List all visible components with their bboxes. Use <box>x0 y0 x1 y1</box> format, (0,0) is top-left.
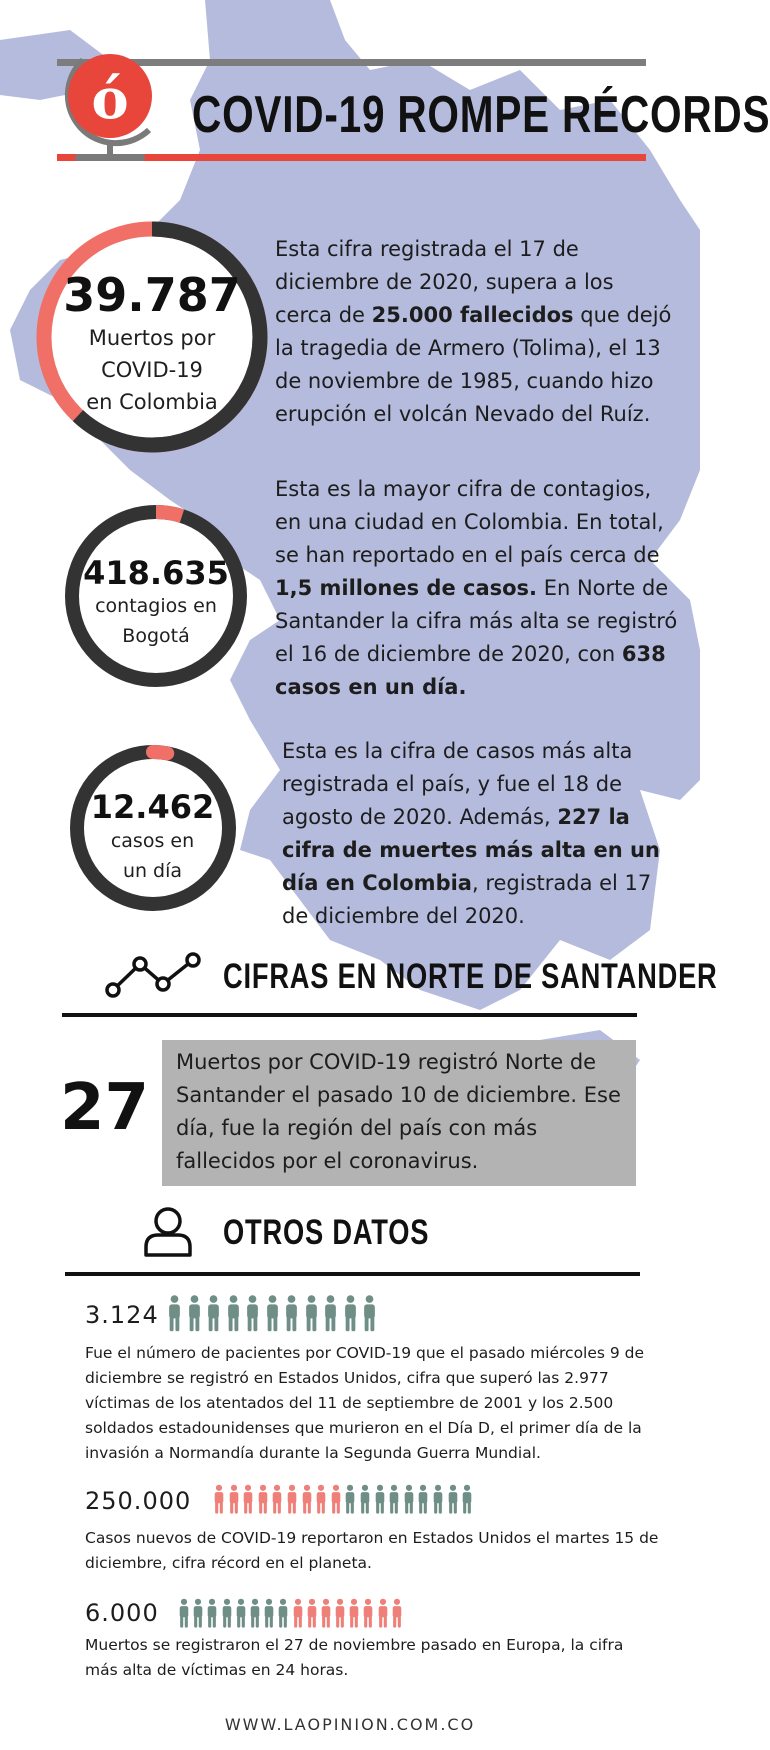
norte-title: CIFRAS EN NORTE DE SANTANDER <box>223 957 718 996</box>
otros-count-1: 3.124 <box>85 1301 159 1329</box>
person-icon <box>330 1482 342 1516</box>
stat-contagios-label-1: contagios en <box>95 595 217 617</box>
person-icon <box>301 1482 313 1516</box>
person-icon <box>388 1482 400 1516</box>
person-icon <box>344 1482 356 1516</box>
otros-title: OTROS DATOS <box>223 1213 430 1252</box>
person-icon <box>242 1482 254 1516</box>
stat-contagios-number: 418.635 <box>83 554 229 592</box>
stat-casos-label-2: un día <box>122 860 183 882</box>
person-icon <box>228 1482 240 1516</box>
person-icon <box>323 1293 338 1333</box>
people-row <box>178 1598 405 1630</box>
logo-letter: ó <box>91 66 129 132</box>
stat-muertos-paragraph <box>275 233 673 431</box>
person-icon <box>226 1293 241 1333</box>
otros-text-1: Fue el número de pacientes por COVID-19 que el pasado miércoles 9 de diciembre se registró en Estados Unidos, cifra que superó las 2.977 víctimas de los atentados del 11 de septiembre de 2001 y los 2.500 soldados estadounidenses que murieron en el Día D, el primer día de la invasión a Normandía durante la Segunda Guerra Mundial. <box>85 1344 645 1462</box>
para-text: que dejó la tragedia de Armero (Tolima), el 13 de noviembre de 1985, cuando hizo erupción el volcán Nevado del Ruíz. <box>275 303 672 426</box>
person-icon <box>391 1598 403 1628</box>
line-chart-icon <box>105 950 205 1000</box>
para-text: Esta es la mayor cifra de contagios, en una ciudad en Colombia. En total, se han reportado en el país cerca de <box>275 477 664 567</box>
stat-muertos <box>52 268 252 418</box>
person-icon <box>245 1293 260 1333</box>
person-icon <box>221 1598 233 1628</box>
person-icon <box>286 1482 298 1516</box>
person-icon <box>271 1482 283 1516</box>
para-bold: 638 casos en un día. <box>275 642 666 699</box>
header <box>0 0 770 180</box>
person-icon <box>377 1598 389 1628</box>
person-icon <box>265 1293 280 1333</box>
stat-contagios <box>66 555 246 651</box>
para-text: Esta cifra registrada el 17 de diciembre de 2020, supera a los cerca de <box>275 237 614 327</box>
person-icon <box>417 1482 429 1516</box>
stat-contagios-label-2: Bogotá <box>122 625 190 647</box>
person-icon <box>320 1598 332 1628</box>
person-icon <box>263 1598 275 1628</box>
norte-number: 27 <box>60 1071 150 1145</box>
person-icon <box>306 1598 318 1628</box>
stat-muertos-label-1: Muertos por <box>88 326 216 350</box>
stat-casos <box>70 788 235 886</box>
stat-contagios-paragraph <box>275 473 680 704</box>
person-icon <box>178 1598 190 1628</box>
stat-muertos-label-2: COVID-19 <box>101 358 203 382</box>
person-icon <box>315 1482 327 1516</box>
person-icon <box>334 1598 346 1628</box>
person-icon <box>403 1482 415 1516</box>
otros-count-3: 6.000 <box>85 1599 159 1627</box>
person-icon <box>277 1598 289 1628</box>
person-icon <box>343 1293 358 1333</box>
para-bold: 1,5 millones de casos. <box>275 576 538 600</box>
stat-casos-paragraph <box>282 735 680 933</box>
person-icon <box>447 1482 459 1516</box>
stat-casos-label-1: casos en <box>110 830 195 852</box>
para-bold: 227 la cifra de muertes más alta en un día en Colombia <box>282 805 660 895</box>
people-row <box>167 1293 382 1333</box>
otros-text-2: Casos nuevos de COVID-19 reportaron en Estados Unidos el martes 15 de diciembre, cifra récord en el planeta. <box>85 1529 659 1572</box>
page-title: COVID-19 ROMPE RÉCORDS <box>192 86 770 144</box>
person-icon <box>284 1293 299 1333</box>
footer-url: WWW.LAOPINION.COM.CO <box>224 1715 476 1734</box>
norte-text: Muertos por COVID-19 registró Norte de Santander el pasado 10 de diciembre. Ese día, fue la región del país con más fallecidos por el coronavirus. <box>176 1050 621 1173</box>
person-icon <box>362 1598 374 1628</box>
stat-muertos-number: 39.787 <box>63 268 241 322</box>
otros-rule <box>65 1272 640 1276</box>
person-icon <box>249 1598 261 1628</box>
person-icon <box>187 1293 202 1333</box>
person-icon <box>461 1482 473 1516</box>
para-text: En Norte de Santander la cifra más alta se registró el 16 de diciembre de 2020, con <box>275 576 678 666</box>
person-icon <box>359 1482 371 1516</box>
person-icon <box>374 1482 386 1516</box>
norte-rule <box>62 1013 637 1017</box>
person-icon <box>292 1598 304 1628</box>
norte-box <box>162 1040 636 1186</box>
otros-count-2: 250.000 <box>85 1487 192 1515</box>
otros-text-3: Muertos se registraron el 27 de noviembre pasado en Europa, la cifra más alta de víctimas en 24 horas. <box>85 1636 624 1679</box>
stat-muertos-label-3: en Colombia <box>86 390 218 414</box>
person-icon <box>206 1293 221 1333</box>
person-icon <box>362 1293 377 1333</box>
person-icon <box>348 1598 360 1628</box>
people-row <box>213 1482 476 1518</box>
person-icon <box>167 1293 182 1333</box>
person-icon <box>235 1598 247 1628</box>
globe-logo-icon <box>55 38 175 178</box>
person-icon <box>206 1598 218 1628</box>
user-icon <box>140 1203 196 1259</box>
person-icon <box>304 1293 319 1333</box>
person-icon <box>257 1482 269 1516</box>
person-icon <box>432 1482 444 1516</box>
person-icon <box>213 1482 225 1516</box>
person-icon <box>192 1598 204 1628</box>
stat-casos-number: 12.462 <box>90 788 215 826</box>
para-bold: 25.000 fallecidos <box>371 303 574 327</box>
para-text: Esta es la cifra de casos más alta registrada el país, y fue el 18 de agosto de 2020. Además, <box>282 739 633 829</box>
para-text: , registrada el 17 de diciembre del 2020. <box>282 871 652 928</box>
